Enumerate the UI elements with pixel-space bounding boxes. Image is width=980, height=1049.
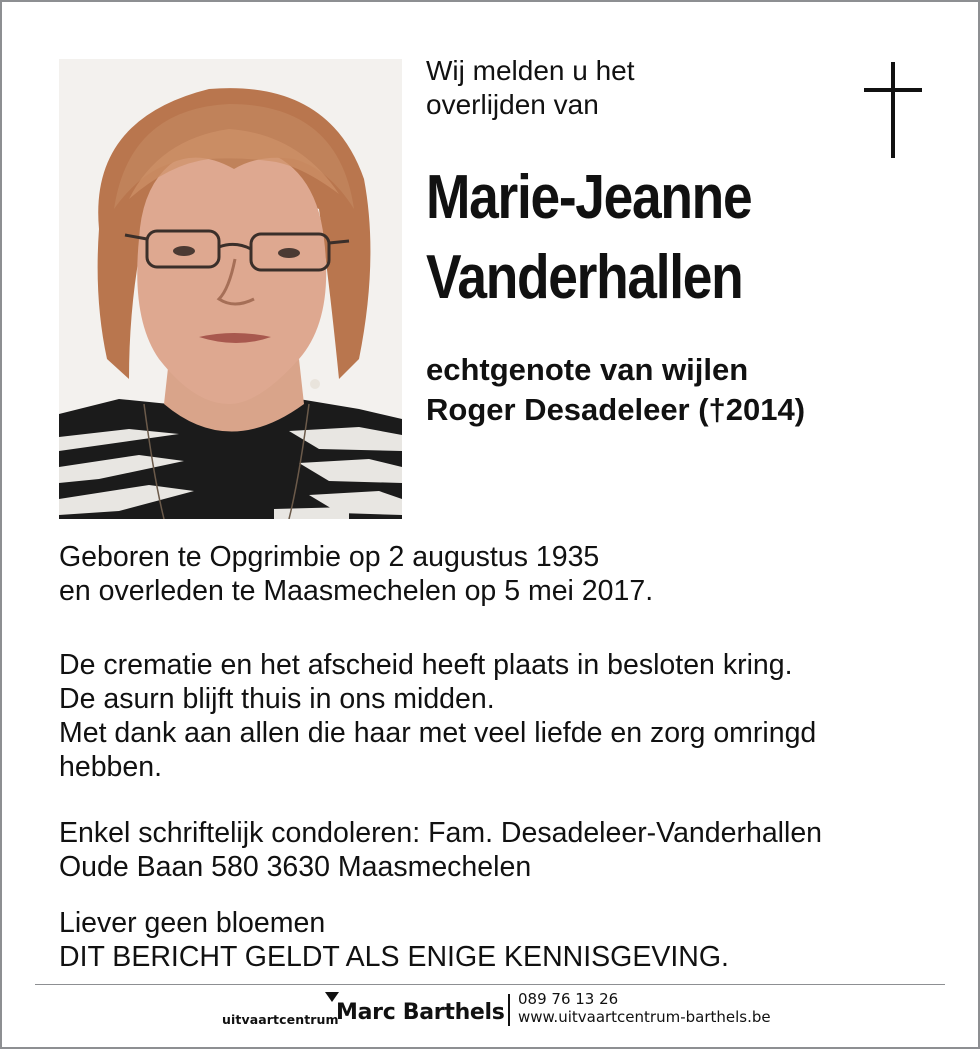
paragraph-line: Oude Baan 580 3630 Maasmechelen bbox=[59, 851, 532, 883]
cross-icon bbox=[864, 62, 922, 158]
footer-brand: Marc Barthels bbox=[336, 1000, 505, 1025]
spouse-line: echtgenote van wijlen bbox=[426, 352, 749, 387]
paragraph-line: Met dank aan allen die haar met veel liefde en zorg omringd bbox=[59, 717, 817, 749]
condolence-paragraph bbox=[59, 816, 939, 884]
paragraph-line: Enkel schriftelijk condoleren: Fam. Desadeleer-Vanderhallen bbox=[59, 817, 823, 849]
birth-death-paragraph bbox=[59, 540, 939, 608]
paragraph-line: en overleden te Maasmechelen op 5 mei 2017. bbox=[59, 575, 654, 607]
spouse-line: Roger Desadeleer (†2014) bbox=[426, 392, 806, 427]
footer-website: www.uitvaartcentrum-barthels.be bbox=[518, 1008, 771, 1026]
paragraph-line: Liever geen bloemen bbox=[59, 907, 326, 939]
footer-separator bbox=[508, 994, 510, 1026]
funeral-home-footer bbox=[222, 990, 782, 1040]
footer-prefix: uitvaartcentrum bbox=[222, 1012, 339, 1027]
footer-phone: 089 76 13 26 bbox=[518, 990, 619, 1008]
closing-paragraph bbox=[59, 906, 939, 974]
paragraph-line: hebben. bbox=[59, 751, 163, 783]
paragraph-line: De asurn blijft thuis in ons midden. bbox=[59, 683, 495, 715]
intro-line: overlijden van bbox=[426, 89, 599, 120]
portrait-photo bbox=[59, 59, 402, 519]
deceased-first-name: Marie-Jeanne bbox=[426, 163, 752, 232]
paragraph-line: Geboren te Opgrimbie op 2 augustus 1935 bbox=[59, 541, 600, 573]
deceased-last-name: Vanderhallen bbox=[426, 243, 743, 312]
spouse-info bbox=[426, 350, 805, 430]
paragraph-line: De crematie en het afscheid heeft plaats in besloten kring. bbox=[59, 649, 793, 681]
paragraph-line: DIT BERICHT GELDT ALS ENIGE KENNISGEVING. bbox=[59, 941, 729, 973]
intro-line: Wij melden u het bbox=[426, 55, 635, 86]
intro-text bbox=[426, 54, 635, 122]
footer-divider bbox=[35, 984, 945, 985]
ceremony-paragraph bbox=[59, 648, 939, 784]
deceased-name bbox=[426, 158, 751, 318]
